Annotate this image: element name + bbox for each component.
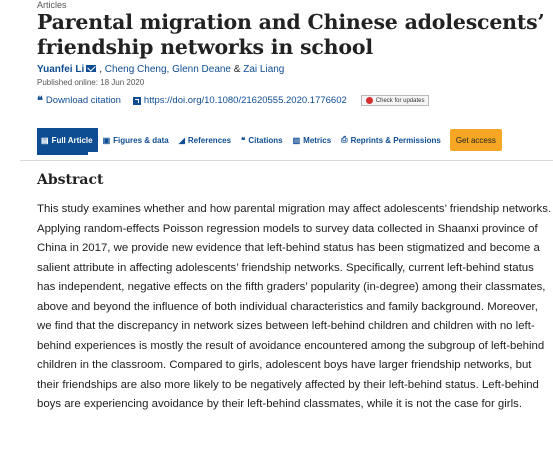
tab-metrics[interactable] [288,128,337,152]
tab-references[interactable] [174,128,236,152]
tab-label: Citations [248,135,283,145]
external-link-icon [133,97,141,105]
tab-figures-data[interactable] [98,128,174,152]
tab-reprints-permissions[interactable] [336,128,446,152]
download-citation-label: Download citation [45,95,121,106]
author-ampersand: & [233,64,241,75]
section-label: Articles [37,0,67,10]
bar-chart-icon: ▥ [292,135,301,145]
author-link-lead[interactable]: Yuanfei Li [37,64,85,75]
published-date: Published online: 18 Jun 2020 [37,78,145,87]
author-list: Yuanfei Li , Cheng Cheng, Glenn Deane & Zai Liang [37,64,285,75]
tab-full-article[interactable] [37,128,98,152]
check-updates-label: Check for updates [375,97,425,104]
doi-link[interactable] [133,95,347,106]
get-access-button[interactable] [450,129,502,151]
check-updates-icon [366,97,373,104]
tab-label: Reprints & Permissions [350,135,441,145]
article-tabs [37,128,502,152]
abstract-text: This study examines whether and how parental migration may affect adolescents’ friendship networks. Applying random-effects Poisson regression models to survey data collected in Shaanxi province of China in 2017, we provide new evidence that left-behind status has been stigmatized and become a salient attribute in affecting adolescents’ friendship networks. Specifically, current left-behind status has independent, negative effects on the fifth graders’ popularity (in-degree) among their classmates, above and beyond the influence of both individual characteristics and family background. Moreover, we find that the discrepancy in network sizes between left-behind children and children with no left-behind experiences is mostly the result of avoidance encountered among the subgroup of left-behind children in the classroom. Compared to girls, adolescent boys have larger friendship networks, but their friendships are also more likely to be negatively affected by their left-behind status. Left-behind boys are experiencing avoidance by their left-behind classmates, while it is not the case for girls. [37,203,552,410]
tab-label: Full Article [51,135,93,145]
quote-icon: ❝ [37,94,43,107]
document-icon: ▤ [41,135,49,145]
mail-icon[interactable] [86,65,96,72]
printer-icon: ⎙ [341,135,348,144]
author-links-coauthors[interactable]: Cheng Cheng, Glenn Deane [104,64,231,75]
author-link-last[interactable]: Zai Liang [243,64,285,75]
article-title: Parental migration and Chinese adolescents’ friendship networks in school [37,10,545,59]
tab-citations[interactable] [236,128,288,152]
abstract-heading: Abstract [37,172,104,188]
image-icon: ▣ [102,135,111,145]
quote-icon: ❝ [241,135,246,145]
tab-label: References [187,135,232,145]
download-citation-link[interactable] [37,95,121,106]
bookmark-icon: ◢ [178,135,185,145]
doi-label: https://doi.org/10.1080/21620555.2020.1776602 [143,95,347,106]
check-for-updates-button[interactable] [361,95,430,106]
divider [20,160,553,161]
active-tab-indicator [37,152,88,155]
tab-label: Figures & data [113,135,169,145]
tab-label: Metrics [303,135,332,145]
get-access-label: Get access [455,135,496,145]
article-meta-row [37,95,429,106]
